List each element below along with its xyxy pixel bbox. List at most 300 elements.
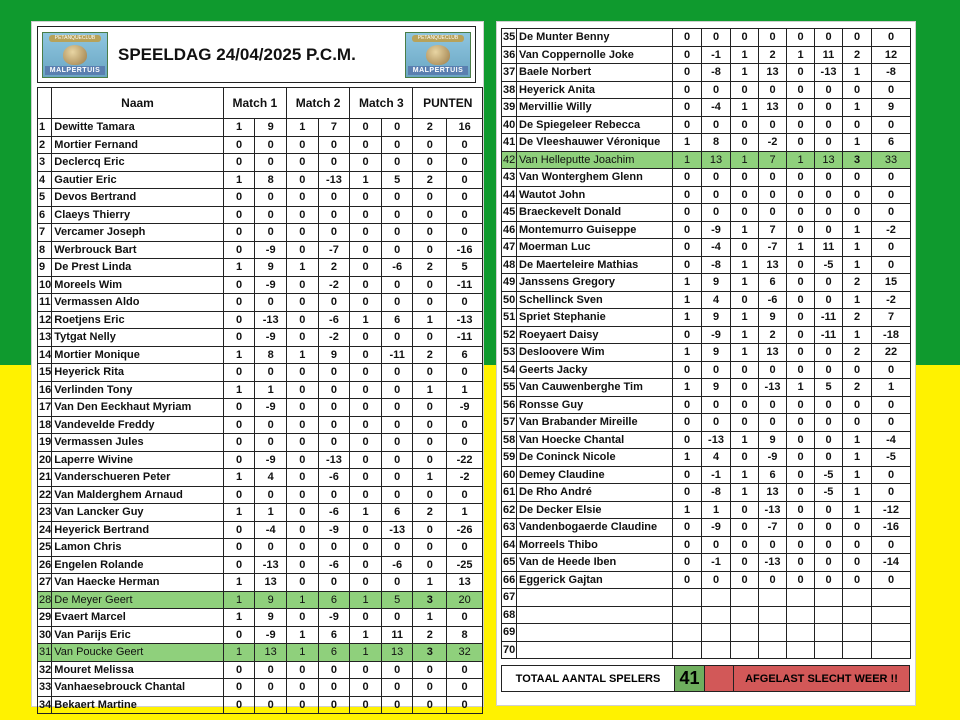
- total-wins: 1: [843, 431, 872, 449]
- match-score-cell: 0: [381, 539, 413, 557]
- match-score-cell: 13: [702, 151, 731, 169]
- player-number: 65: [502, 554, 517, 572]
- scoresheet-right: [496, 21, 916, 706]
- player-name: Roetjens Eric: [52, 311, 223, 329]
- player-number: 5: [38, 189, 52, 207]
- col-match3-header: Match 3: [350, 88, 413, 119]
- player-number: 27: [38, 574, 52, 592]
- total-points: 0: [872, 484, 911, 502]
- match-win-cell: 0: [787, 204, 815, 222]
- total-points: 0: [447, 206, 483, 224]
- match-score-cell: 0: [702, 29, 731, 47]
- player-row: [502, 116, 911, 134]
- player-row: [38, 329, 483, 347]
- match-score-cell: -7: [318, 241, 350, 259]
- match-win-cell: 0: [223, 294, 255, 312]
- player-name: Engelen Rolande: [52, 556, 223, 574]
- total-wins: 0: [413, 679, 447, 697]
- match-score-cell: 0: [381, 154, 413, 172]
- total-players-count: 41: [675, 666, 705, 691]
- match-score-cell: -11: [381, 346, 413, 364]
- match-win-cell: 0: [673, 414, 702, 432]
- player-name: Devos Bertrand: [52, 189, 223, 207]
- player-name: Dewitte Tamara: [52, 119, 223, 137]
- player-name: De Vleeshauwer Véronique: [517, 134, 673, 152]
- match-win-cell: 0: [223, 241, 255, 259]
- total-wins: 0: [843, 361, 872, 379]
- match-win-cell: 0: [787, 169, 815, 187]
- match-score-cell: 0: [318, 294, 350, 312]
- match-score-cell: 9: [759, 431, 787, 449]
- total-points: -16: [447, 241, 483, 259]
- total-wins: 1: [843, 291, 872, 309]
- match-win-cell: 1: [350, 644, 382, 662]
- player-row: [502, 449, 911, 467]
- match-score-cell: 0: [381, 381, 413, 399]
- match-win-cell: 1: [286, 591, 318, 609]
- match-score-cell: 0: [255, 661, 287, 679]
- match-win-cell: 0: [731, 186, 759, 204]
- match-win-cell: 0: [223, 539, 255, 557]
- player-number: 1: [38, 119, 52, 137]
- match-score-cell: 0: [381, 486, 413, 504]
- total-wins: 0: [413, 241, 447, 259]
- player-number: 39: [502, 99, 517, 117]
- match-score-cell: -6: [318, 556, 350, 574]
- match-win-cell: 1: [787, 151, 815, 169]
- match-win-cell: 0: [731, 361, 759, 379]
- player-number: 63: [502, 519, 517, 537]
- match-win-cell: 0: [350, 276, 382, 294]
- match-win-cell: 0: [731, 449, 759, 467]
- player-number: 42: [502, 151, 517, 169]
- total-points: 9: [872, 99, 911, 117]
- player-row: [38, 626, 483, 644]
- match-win-cell: 0: [350, 294, 382, 312]
- match-score-cell: 0: [702, 571, 731, 589]
- total-wins: 0: [843, 536, 872, 554]
- col-nr-header: [38, 88, 52, 119]
- player-name: Janssens Gregory: [517, 274, 673, 292]
- match-win-cell: 1: [223, 609, 255, 627]
- player-number: 30: [38, 626, 52, 644]
- match-score-cell: 0: [815, 204, 843, 222]
- match-score-cell: 6: [381, 504, 413, 522]
- player-number: 56: [502, 396, 517, 414]
- total-wins: 0: [413, 136, 447, 154]
- total-players-label: TOTAAL AANTAL SPELERS: [502, 666, 675, 691]
- match-score-cell: 9: [759, 309, 787, 327]
- match-score-cell: 0: [702, 414, 731, 432]
- col-punten-header: PUNTEN: [413, 88, 483, 119]
- total-points: -22: [447, 451, 483, 469]
- match-score-cell: 6: [759, 466, 787, 484]
- match-win-cell: 0: [787, 414, 815, 432]
- player-number: 58: [502, 431, 517, 449]
- player-number: 6: [38, 206, 52, 224]
- match-score-cell: [815, 624, 843, 642]
- match-win-cell: 0: [286, 224, 318, 242]
- match-win-cell: 0: [731, 414, 759, 432]
- match-score-cell: -9: [702, 221, 731, 239]
- match-score-cell: -9: [255, 241, 287, 259]
- player-row: [38, 661, 483, 679]
- match-score-cell: 0: [815, 221, 843, 239]
- player-name: Van Den Eeckhaut Myriam: [52, 399, 223, 417]
- match-score-cell: [702, 589, 731, 607]
- match-score-cell: [759, 606, 787, 624]
- match-win-cell: 0: [673, 239, 702, 257]
- match-win-cell: 1: [731, 431, 759, 449]
- match-win-cell: 0: [673, 169, 702, 187]
- match-score-cell: 13: [759, 484, 787, 502]
- total-points: 33: [872, 151, 911, 169]
- match-score-cell: 0: [318, 154, 350, 172]
- player-row: [38, 469, 483, 487]
- player-name: Montemurro Guiseppe: [517, 221, 673, 239]
- player-row: [502, 204, 911, 222]
- player-name: Heyerick Bertrand: [52, 521, 223, 539]
- match-score-cell: -9: [255, 399, 287, 417]
- total-points: 0: [447, 661, 483, 679]
- match-win-cell: 0: [223, 154, 255, 172]
- match-score-cell: [815, 589, 843, 607]
- match-score-cell: -13: [815, 64, 843, 82]
- player-row: [38, 609, 483, 627]
- player-row: [38, 486, 483, 504]
- scores-table-right: [501, 28, 911, 659]
- total-points: 20: [447, 591, 483, 609]
- match-score-cell: 0: [815, 169, 843, 187]
- match-win-cell: 1: [223, 504, 255, 522]
- player-number: 54: [502, 361, 517, 379]
- player-name: Mervillie Willy: [517, 99, 673, 117]
- match-score-cell: 0: [318, 679, 350, 697]
- total-points: 0: [872, 169, 911, 187]
- match-win-cell: 1: [731, 274, 759, 292]
- player-number: 47: [502, 239, 517, 257]
- total-points: 1: [447, 504, 483, 522]
- total-wins: 0: [843, 519, 872, 537]
- total-wins: 1: [413, 469, 447, 487]
- player-row: [502, 606, 911, 624]
- match-win-cell: 0: [787, 256, 815, 274]
- match-win-cell: 0: [223, 521, 255, 539]
- match-score-cell: 13: [815, 151, 843, 169]
- match-score-cell: 0: [255, 539, 287, 557]
- player-name: Tytgat Nelly: [52, 329, 223, 347]
- total-points: 0: [447, 416, 483, 434]
- player-number: 46: [502, 221, 517, 239]
- match-score-cell: 0: [255, 364, 287, 382]
- match-score-cell: -6: [759, 291, 787, 309]
- match-score-cell: -6: [381, 259, 413, 277]
- match-win-cell: 0: [286, 539, 318, 557]
- match-score-cell: 0: [381, 364, 413, 382]
- match-win-cell: 0: [673, 81, 702, 99]
- match-win-cell: [673, 606, 702, 624]
- match-win-cell: 0: [787, 396, 815, 414]
- total-wins: 0: [843, 571, 872, 589]
- match-score-cell: 0: [255, 136, 287, 154]
- match-score-cell: 13: [759, 99, 787, 117]
- match-win-cell: 1: [731, 151, 759, 169]
- player-number: 37: [502, 64, 517, 82]
- total-wins: 1: [843, 466, 872, 484]
- match-score-cell: 0: [381, 416, 413, 434]
- total-points: 0: [872, 571, 911, 589]
- total-points: [872, 641, 911, 659]
- player-row: [38, 136, 483, 154]
- player-number: 66: [502, 571, 517, 589]
- match-win-cell: 1: [350, 626, 382, 644]
- match-score-cell: 0: [381, 241, 413, 259]
- player-row: [502, 291, 911, 309]
- player-name: Eggerick Gajtan: [517, 571, 673, 589]
- match-win-cell: 1: [286, 259, 318, 277]
- match-win-cell: 0: [350, 539, 382, 557]
- match-score-cell: -13: [759, 501, 787, 519]
- match-score-cell: 8: [702, 134, 731, 152]
- match-score-cell: 13: [759, 64, 787, 82]
- match-win-cell: 0: [223, 399, 255, 417]
- player-row: [38, 294, 483, 312]
- match-score-cell: 0: [815, 291, 843, 309]
- match-win-cell: 0: [350, 399, 382, 417]
- total-wins: 0: [843, 204, 872, 222]
- match-win-cell: 1: [731, 256, 759, 274]
- match-score-cell: -9: [702, 326, 731, 344]
- total-wins: 0: [413, 154, 447, 172]
- total-points: 0: [872, 361, 911, 379]
- match-score-cell: -2: [759, 134, 787, 152]
- total-points: 5: [447, 259, 483, 277]
- match-score-cell: 5: [381, 591, 413, 609]
- match-score-cell: 0: [759, 169, 787, 187]
- player-row: [38, 574, 483, 592]
- match-score-cell: 0: [318, 696, 350, 714]
- match-win-cell: [787, 606, 815, 624]
- match-win-cell: 0: [731, 554, 759, 572]
- player-number: 17: [38, 399, 52, 417]
- match-win-cell: 0: [286, 276, 318, 294]
- match-win-cell: 0: [787, 134, 815, 152]
- total-wins: 0: [843, 29, 872, 47]
- total-points: 0: [447, 539, 483, 557]
- player-row: [502, 169, 911, 187]
- match-score-cell: 0: [815, 571, 843, 589]
- total-points: -11: [447, 276, 483, 294]
- match-win-cell: 0: [286, 381, 318, 399]
- match-score-cell: 0: [255, 486, 287, 504]
- match-win-cell: 0: [787, 361, 815, 379]
- player-name: [517, 606, 673, 624]
- player-row: [502, 81, 911, 99]
- match-win-cell: 0: [350, 136, 382, 154]
- match-score-cell: 9: [702, 379, 731, 397]
- match-score-cell: 0: [815, 519, 843, 537]
- match-score-cell: 0: [381, 189, 413, 207]
- match-score-cell: -5: [815, 256, 843, 274]
- match-win-cell: 0: [787, 431, 815, 449]
- total-wins: 0: [413, 451, 447, 469]
- match-win-cell: 0: [286, 451, 318, 469]
- player-name: Laperre Wivine: [52, 451, 223, 469]
- match-win-cell: 0: [673, 326, 702, 344]
- player-name: [517, 641, 673, 659]
- match-win-cell: 0: [787, 186, 815, 204]
- total-points: 0: [447, 486, 483, 504]
- match-win-cell: 0: [731, 116, 759, 134]
- total-points: 1: [872, 379, 911, 397]
- match-win-cell: [787, 589, 815, 607]
- total-wins: 2: [843, 379, 872, 397]
- match-win-cell: 0: [673, 46, 702, 64]
- petanque-ball-icon: [63, 45, 87, 65]
- match-win-cell: 0: [731, 379, 759, 397]
- total-points: [872, 589, 911, 607]
- match-win-cell: 1: [731, 344, 759, 362]
- match-win-cell: 1: [673, 274, 702, 292]
- player-number: 14: [38, 346, 52, 364]
- match-score-cell: 5: [381, 171, 413, 189]
- player-name: Heyerick Rita: [52, 364, 223, 382]
- match-win-cell: 1: [787, 239, 815, 257]
- match-win-cell: 0: [286, 469, 318, 487]
- match-win-cell: 0: [286, 154, 318, 172]
- logo-text: MALPERTUIS: [408, 66, 468, 75]
- page-title: SPEELDAG 24/04/2025 P.C.M.: [118, 44, 356, 64]
- player-name: Schellinck Sven: [517, 291, 673, 309]
- total-wins: 0: [413, 189, 447, 207]
- match-win-cell: 0: [350, 679, 382, 697]
- match-score-cell: -9: [255, 276, 287, 294]
- player-row: [38, 539, 483, 557]
- match-score-cell: 0: [255, 679, 287, 697]
- match-score-cell: 0: [381, 679, 413, 697]
- match-win-cell: 1: [223, 381, 255, 399]
- match-score-cell: 0: [381, 136, 413, 154]
- match-score-cell: 0: [255, 154, 287, 172]
- player-name: Moreels Wim: [52, 276, 223, 294]
- total-points: 12: [872, 46, 911, 64]
- total-wins: 2: [413, 171, 447, 189]
- match-score-cell: -4: [702, 99, 731, 117]
- total-points: -16: [872, 519, 911, 537]
- match-score-cell: 0: [381, 294, 413, 312]
- match-win-cell: 0: [350, 154, 382, 172]
- total-points: [872, 624, 911, 642]
- match-win-cell: 0: [673, 466, 702, 484]
- match-win-cell: 0: [223, 189, 255, 207]
- player-name: De Decker Elsie: [517, 501, 673, 519]
- player-number: 9: [38, 259, 52, 277]
- match-score-cell: 0: [702, 536, 731, 554]
- total-points: -14: [872, 554, 911, 572]
- total-wins: 0: [413, 521, 447, 539]
- match-win-cell: 0: [223, 329, 255, 347]
- total-points: 0: [872, 29, 911, 47]
- match-win-cell: 0: [350, 189, 382, 207]
- match-score-cell: 0: [381, 451, 413, 469]
- match-win-cell: 0: [286, 434, 318, 452]
- match-win-cell: 1: [673, 449, 702, 467]
- scoresheet-left: [31, 21, 484, 711]
- player-number: 11: [38, 294, 52, 312]
- total-points: 0: [872, 204, 911, 222]
- player-row: [38, 346, 483, 364]
- player-row: [502, 396, 911, 414]
- match-win-cell: 0: [350, 224, 382, 242]
- match-score-cell: 0: [255, 434, 287, 452]
- match-score-cell: 0: [702, 204, 731, 222]
- player-number: 13: [38, 329, 52, 347]
- match-win-cell: 1: [223, 171, 255, 189]
- match-score-cell: 9: [255, 591, 287, 609]
- total-wins: 0: [413, 329, 447, 347]
- match-win-cell: 1: [286, 626, 318, 644]
- match-win-cell: 0: [787, 484, 815, 502]
- match-score-cell: 13: [381, 644, 413, 662]
- player-row: [502, 536, 911, 554]
- match-win-cell: 0: [350, 469, 382, 487]
- match-score-cell: -1: [702, 46, 731, 64]
- total-wins: 2: [413, 504, 447, 522]
- total-wins: 1: [843, 134, 872, 152]
- player-row: [38, 311, 483, 329]
- player-number: 50: [502, 291, 517, 309]
- player-row: [38, 416, 483, 434]
- match-score-cell: 13: [255, 574, 287, 592]
- match-score-cell: 2: [759, 326, 787, 344]
- match-score-cell: 0: [759, 536, 787, 554]
- sheet-header: [37, 26, 476, 83]
- match-win-cell: 1: [286, 346, 318, 364]
- match-score-cell: 11: [815, 46, 843, 64]
- total-wins: 0: [413, 399, 447, 417]
- total-points: 0: [447, 434, 483, 452]
- match-win-cell: 1: [731, 99, 759, 117]
- match-score-cell: -8: [702, 484, 731, 502]
- match-score-cell: [815, 606, 843, 624]
- match-score-cell: -9: [759, 449, 787, 467]
- match-win-cell: 0: [350, 119, 382, 137]
- total-points: 6: [447, 346, 483, 364]
- match-win-cell: 0: [787, 291, 815, 309]
- player-row: [38, 591, 483, 609]
- match-win-cell: 1: [223, 259, 255, 277]
- player-number: 62: [502, 501, 517, 519]
- match-score-cell: 8: [255, 171, 287, 189]
- player-row: [502, 379, 911, 397]
- match-win-cell: 0: [350, 241, 382, 259]
- match-score-cell: 0: [318, 399, 350, 417]
- player-name: Van Malderghem Arnaud: [52, 486, 223, 504]
- match-score-cell: 1: [255, 504, 287, 522]
- match-win-cell: 1: [731, 64, 759, 82]
- match-score-cell: -9: [255, 626, 287, 644]
- total-wins: 1: [413, 381, 447, 399]
- match-win-cell: 1: [673, 291, 702, 309]
- player-row: [38, 224, 483, 242]
- match-win-cell: 0: [673, 571, 702, 589]
- player-name: Vandenbogaerde Claudine: [517, 519, 673, 537]
- player-number: 41: [502, 134, 517, 152]
- match-score-cell: [759, 589, 787, 607]
- match-score-cell: 0: [759, 81, 787, 99]
- match-score-cell: 9: [255, 609, 287, 627]
- player-row: [502, 151, 911, 169]
